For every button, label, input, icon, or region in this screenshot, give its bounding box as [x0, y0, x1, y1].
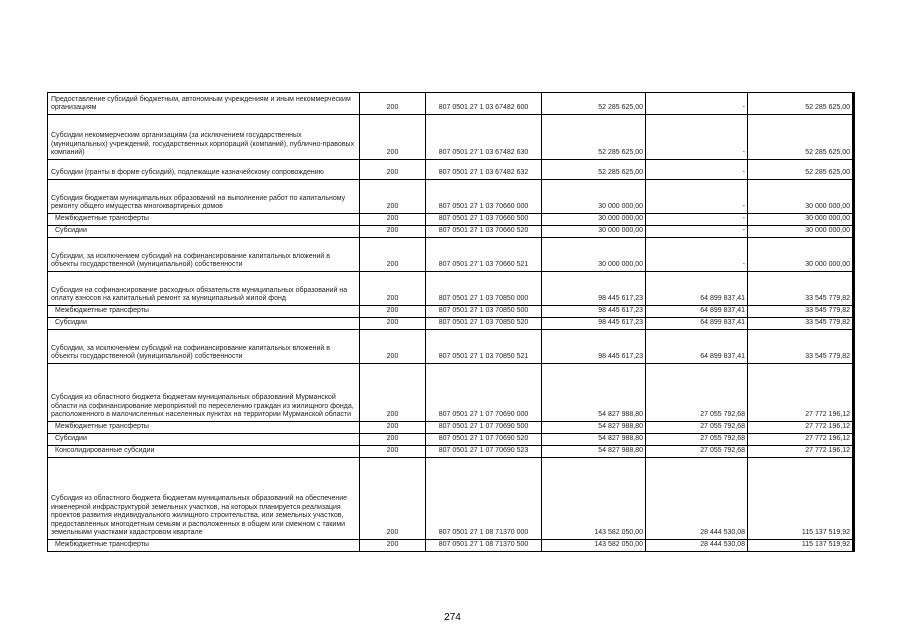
row-remaining-cell: 27 772 196,12	[748, 364, 854, 422]
row-budget-code-cell: 807 0501 27 1 07 70690 520	[426, 434, 542, 446]
row-approved-cell: 54 827 988,80	[542, 434, 646, 446]
row-executed-cell: 27 055 792,68	[646, 434, 748, 446]
row-remaining-cell: 27 772 196,12	[748, 422, 854, 434]
row-line-code-cell: 200	[360, 272, 426, 306]
row-approved-cell: 52 285 625,00	[542, 115, 646, 160]
row-name-cell: Межбюджетные трансферты	[48, 214, 360, 226]
row-executed-cell: -	[646, 180, 748, 214]
row-executed-cell: 64 899 837,41	[646, 306, 748, 318]
row-budget-code-cell: 807 0501 27 1 03 67482 600	[426, 93, 542, 115]
row-line-code-cell: 200	[360, 446, 426, 458]
row-budget-code-cell: 807 0501 27 1 03 70850 000	[426, 272, 542, 306]
row-executed-cell: -	[646, 214, 748, 226]
row-name-cell: Субсидии, за исключением субсидий на софинансирование капитальных вложений в объекты государственной (муниципальной) собственности	[48, 330, 360, 364]
row-line-code-cell: 200	[360, 214, 426, 226]
table-row	[48, 422, 854, 434]
page-number: 274	[444, 612, 461, 623]
row-executed-cell: 28 444 530,08	[646, 540, 748, 552]
row-name-cell: Межбюджетные трансферты	[48, 422, 360, 434]
row-line-code-cell: 200	[360, 540, 426, 552]
row-name-cell: Межбюджетные трансферты	[48, 306, 360, 318]
row-remaining-cell: 27 772 196,12	[748, 446, 854, 458]
row-budget-code-cell: 807 0501 27 1 03 70850 500	[426, 306, 542, 318]
row-executed-cell: -	[646, 238, 748, 272]
row-line-code-cell: 200	[360, 115, 426, 160]
row-executed-cell: 28 444 530,08	[646, 458, 748, 540]
row-name-cell: Субсидии, за исключением субсидий на софинансирование капитальных вложений в объекты государственной (муниципальной) собственности	[48, 238, 360, 272]
table-row	[48, 214, 854, 226]
row-name-cell: Консолидированные субсидии	[48, 446, 360, 458]
row-approved-cell: 30 000 000,00	[542, 214, 646, 226]
table-row	[48, 226, 854, 238]
table-row	[48, 364, 854, 422]
row-budget-code-cell: 807 0501 27 1 07 70690 000	[426, 364, 542, 422]
row-name-cell: Субсидия бюджетам муниципальных образований на выполнение работ по капитальному ремонту общего имущества многоквартирных домов	[48, 180, 360, 214]
row-line-code-cell: 200	[360, 330, 426, 364]
row-approved-cell: 30 000 000,00	[542, 238, 646, 272]
row-approved-cell: 52 285 625,00	[542, 160, 646, 180]
row-budget-code-cell: 807 0501 27 1 03 70850 520	[426, 318, 542, 330]
row-name-cell: Субсидии	[48, 434, 360, 446]
budget-table	[47, 92, 855, 552]
row-remaining-cell: 30 000 000,00	[748, 226, 854, 238]
row-approved-cell: 98 445 617,23	[542, 330, 646, 364]
row-line-code-cell: 200	[360, 238, 426, 272]
row-budget-code-cell: 807 0501 27 1 03 67482 630	[426, 115, 542, 160]
row-name-cell: Субсидии некоммерческим организациям (за исключением государственных (муниципальных) учреждений, государственных корпораций (компаний), публично-правовых компаний)	[48, 115, 360, 160]
row-budget-code-cell: 807 0501 27 1 03 70660 500	[426, 214, 542, 226]
row-remaining-cell: 33 545 779,82	[748, 272, 854, 306]
row-name-cell: Предоставление субсидий бюджетным, автономным учреждениям и иным некоммерческим организациям	[48, 93, 360, 115]
row-budget-code-cell: 807 0501 27 1 08 71370 000	[426, 458, 542, 540]
row-approved-cell: 54 827 988,80	[542, 364, 646, 422]
row-remaining-cell: 33 545 779,82	[748, 318, 854, 330]
table-row	[48, 272, 854, 306]
row-executed-cell: 64 899 837,41	[646, 330, 748, 364]
budget-table-body	[48, 93, 854, 552]
table-row	[48, 180, 854, 214]
row-remaining-cell: 52 285 625,00	[748, 93, 854, 115]
row-executed-cell: -	[646, 226, 748, 238]
row-remaining-cell: 33 545 779,82	[748, 330, 854, 364]
row-budget-code-cell: 807 0501 27 1 07 70690 500	[426, 422, 542, 434]
row-remaining-cell: 52 285 625,00	[748, 115, 854, 160]
row-approved-cell: 143 582 050,00	[542, 458, 646, 540]
row-remaining-cell: 30 000 000,00	[748, 238, 854, 272]
table-row	[48, 540, 854, 552]
row-budget-code-cell: 807 0501 27 1 03 70850 521	[426, 330, 542, 364]
table-row	[48, 330, 854, 364]
row-name-cell: Субсидии	[48, 226, 360, 238]
row-line-code-cell: 200	[360, 364, 426, 422]
row-approved-cell: 143 582 050,00	[542, 540, 646, 552]
row-approved-cell: 98 445 617,23	[542, 272, 646, 306]
row-remaining-cell: 30 000 000,00	[748, 214, 854, 226]
row-budget-code-cell: 807 0501 27 1 03 70660 000	[426, 180, 542, 214]
row-remaining-cell: 30 000 000,00	[748, 180, 854, 214]
row-approved-cell: 98 445 617,23	[542, 306, 646, 318]
row-approved-cell: 54 827 988,80	[542, 446, 646, 458]
row-executed-cell: -	[646, 115, 748, 160]
table-row	[48, 446, 854, 458]
row-approved-cell: 98 445 617,23	[542, 318, 646, 330]
row-budget-code-cell: 807 0501 27 1 07 70690 523	[426, 446, 542, 458]
row-approved-cell: 30 000 000,00	[542, 226, 646, 238]
row-line-code-cell: 200	[360, 318, 426, 330]
row-approved-cell: 30 000 000,00	[542, 180, 646, 214]
row-line-code-cell: 200	[360, 458, 426, 540]
row-budget-code-cell: 807 0501 27 1 03 67482 632	[426, 160, 542, 180]
table-row	[48, 306, 854, 318]
row-line-code-cell: 200	[360, 306, 426, 318]
row-name-cell: Субсидии	[48, 318, 360, 330]
table-row	[48, 160, 854, 180]
table-row	[48, 458, 854, 540]
row-executed-cell: 27 055 792,68	[646, 422, 748, 434]
row-executed-cell: 64 899 837,41	[646, 272, 748, 306]
row-name-cell: Межбюджетные трансферты	[48, 540, 360, 552]
table-row	[48, 318, 854, 330]
row-remaining-cell: 33 545 779,82	[748, 306, 854, 318]
row-budget-code-cell: 807 0501 27 1 03 70660 520	[426, 226, 542, 238]
row-line-code-cell: 200	[360, 160, 426, 180]
row-line-code-cell: 200	[360, 226, 426, 238]
row-approved-cell: 52 285 625,00	[542, 93, 646, 115]
table-row	[48, 93, 854, 115]
row-budget-code-cell: 807 0501 27 1 03 70660 521	[426, 238, 542, 272]
row-name-cell: Субсидия из областного бюджета бюджетам муниципальных образований на обеспечение инженерной инфраструктурой земельных участков, на которых планируется реализация проектов развития индивидуального жилищного строительства, или земельных участков, предоставленных многодетным семьям и расположенных в общем или смежном с такими земельными участками кадастровом квартале	[48, 458, 360, 540]
row-line-code-cell: 200	[360, 93, 426, 115]
row-name-cell: Субсидии (гранты в форме субсидий), подлежащие казначейскому сопровождению	[48, 160, 360, 180]
table-row	[48, 115, 854, 160]
row-name-cell: Субсидия на софинансирование расходных обязательств муниципальных образований на оплату взносов на капитальный ремонт за муниципальный жилой фонд	[48, 272, 360, 306]
row-line-code-cell: 200	[360, 180, 426, 214]
row-name-cell: Субсидия из областного бюджета бюджетам муниципальных образований Мурманской области на софинансирование мероприятий по переселению граждан из жилищного фонда, расположенного в малочисленных населенных пунктах на территории Мурманской области	[48, 364, 360, 422]
row-executed-cell: 64 899 837,41	[646, 318, 748, 330]
row-remaining-cell: 115 137 519,92	[748, 540, 854, 552]
row-executed-cell: -	[646, 93, 748, 115]
row-executed-cell: 27 055 792,68	[646, 446, 748, 458]
row-budget-code-cell: 807 0501 27 1 08 71370 500	[426, 540, 542, 552]
table-row	[48, 238, 854, 272]
row-line-code-cell: 200	[360, 422, 426, 434]
row-remaining-cell: 115 137 519,92	[748, 458, 854, 540]
table-row	[48, 434, 854, 446]
row-executed-cell: 27 055 792,68	[646, 364, 748, 422]
row-remaining-cell: 52 285 625,00	[748, 160, 854, 180]
row-approved-cell: 54 827 988,80	[542, 422, 646, 434]
row-line-code-cell: 200	[360, 434, 426, 446]
row-remaining-cell: 27 772 196,12	[748, 434, 854, 446]
row-executed-cell: -	[646, 160, 748, 180]
